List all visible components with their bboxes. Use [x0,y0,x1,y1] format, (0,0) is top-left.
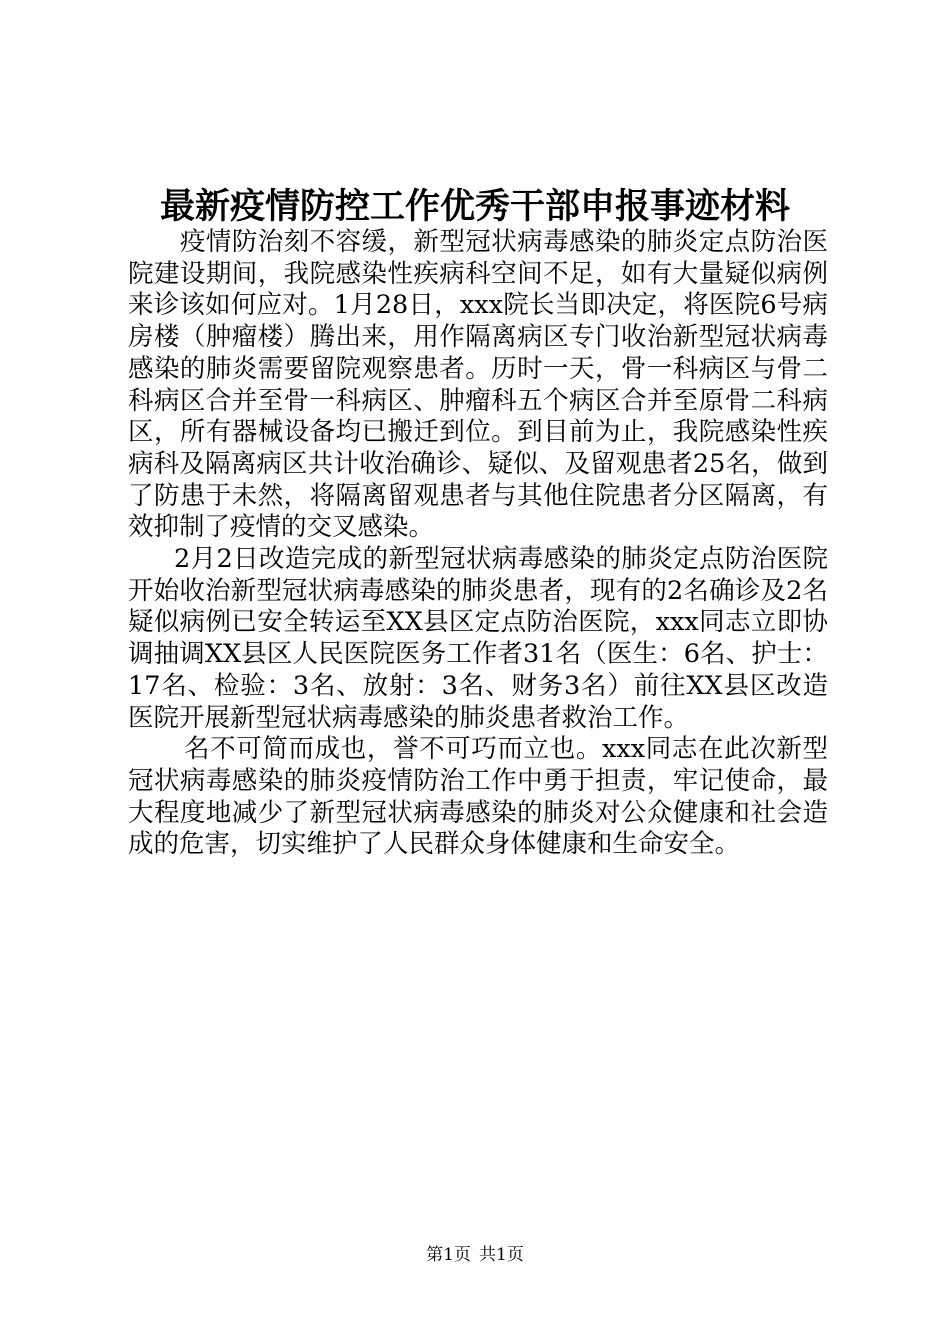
paragraph-2: 2月2日改造完成的新型冠状病毒感染的肺炎定点防治医院开始收治新型冠状病毒感染的肺炎患者，现有的2名确诊及2名疑似病例已安全转运至XX县区定点防治医院，xxx同志立即协调抽调XX县区人民医院医务工作者31名（医生：6名、护士：17名、检验：3名、放射：3名、财务3名）前往XX县区改造医院开展新型冠状病毒感染的肺炎患者救治工作。 [128,544,828,733]
page-number: 第1页 [426,1245,471,1265]
paragraph-1: 疫情防治刻不容缓，新型冠状病毒感染的肺炎定点防治医院建设期间，我院感染性疾病科空间不足，如有大量疑似病例来诊该如何应对。1月28日，xxx院长当即决定，将医院6号病房楼（肿瘤楼）腾出来，用作隔离病区专门收治新型冠状病毒感染的肺炎需要留院观察患者。历时一天，骨一科病区与骨二科病区合并至骨一科病区、肿瘤科五个病区合并至原骨二科病区，所有器械设备均已搬迁到位。到目前为止，我院感染性疾病科及隔离病区共计收治确诊、疑似、及留观患者25名，做到了防患于未然，将隔离留观患者与其他住院患者分区隔离，有效抑制了疫情的交叉感染。 [128,227,828,543]
page-footer [0,1243,950,1267]
page-total: 共1页 [479,1245,524,1265]
paragraph-3: 名不可简而成也，誉不可巧而立也。xxx同志在此次新型冠状病毒感染的肺炎疫情防治工作中勇于担责，牢记使命，最大程度地减少了新型冠状病毒感染的肺炎对公众健康和社会造成的危害，切实维护了人民群众身体健康和生命安全。 [128,734,828,860]
document-body [128,227,828,861]
document-title: 最新疫情防控工作优秀干部申报事迹材料 [159,186,790,227]
